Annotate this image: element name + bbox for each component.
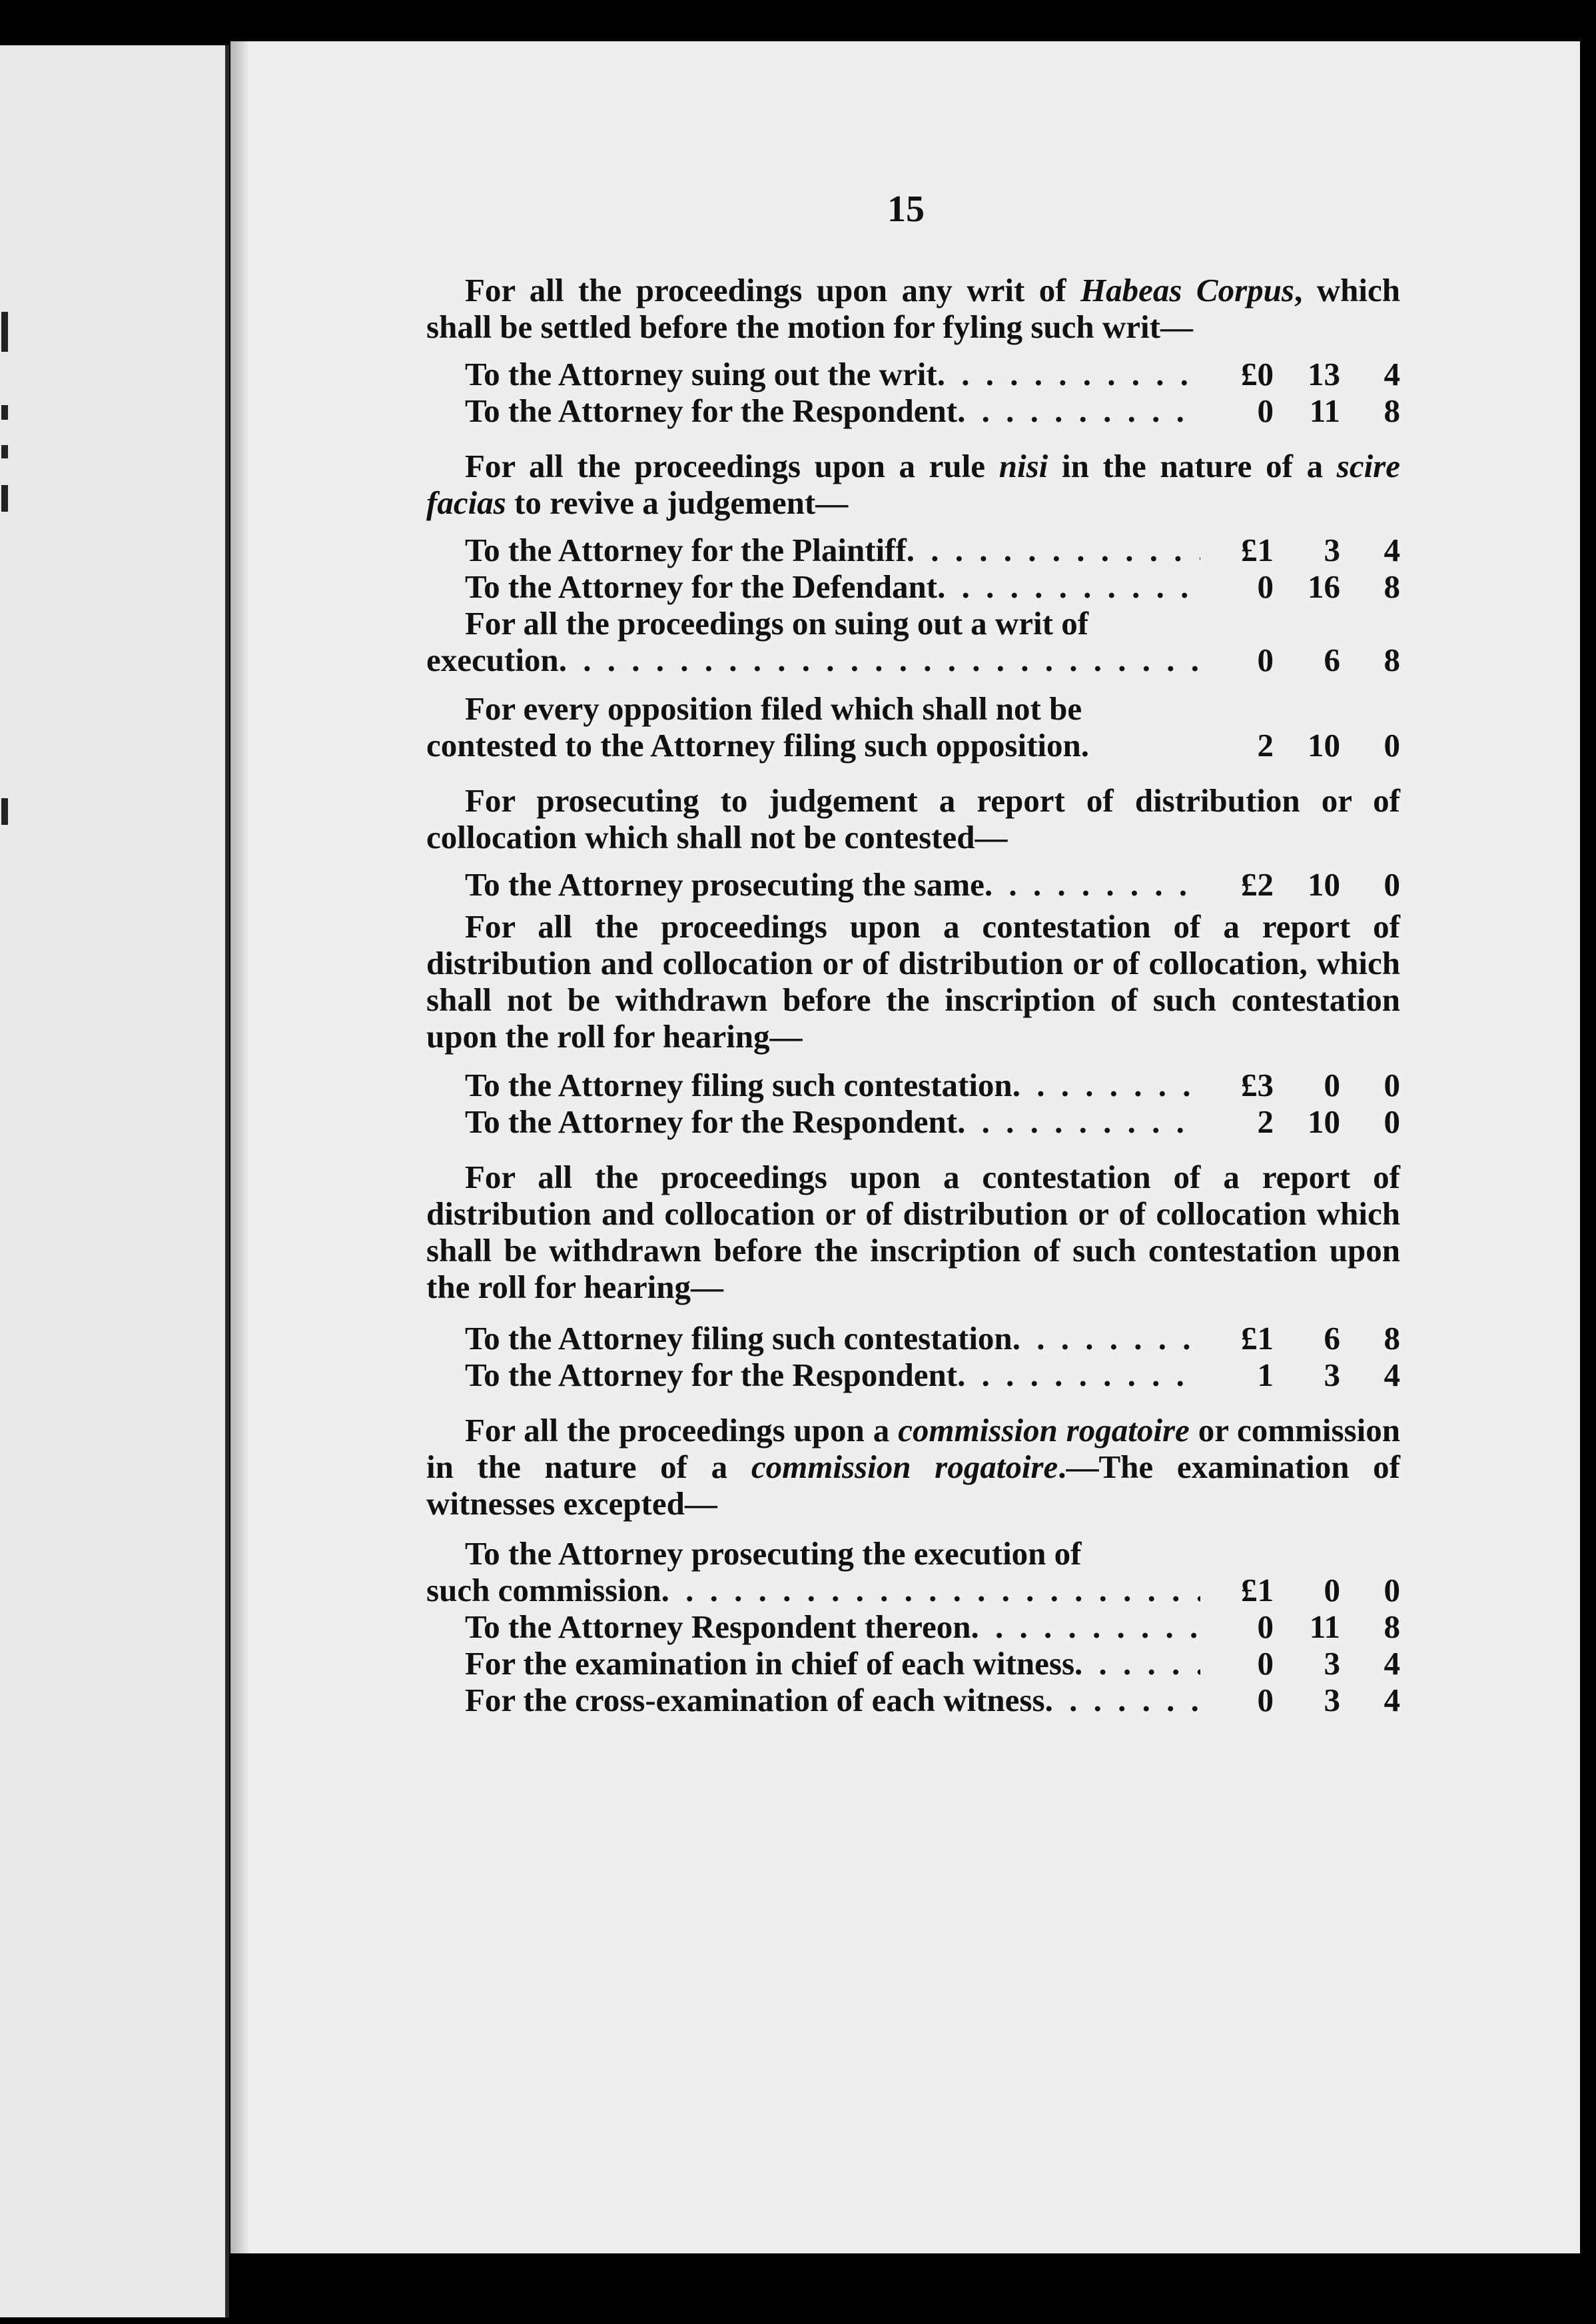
- fee-line: execution . . . 0 6 8: [426, 642, 1400, 678]
- section-lead: To the Attorney prosecuting the execution of: [465, 1535, 1082, 1572]
- facing-page-edge: [0, 45, 229, 2317]
- section-heading: For all the proceedings upon a rule nisi in the nature of a scire facias to revive a judgement—: [426, 448, 1400, 521]
- fee-line: To the Attorney Respondent thereon . . . 0 11 8: [426, 1608, 1400, 1645]
- binding-gutter: [230, 41, 250, 2253]
- fee-line: For the cross-examination of each witness . . . 0 3 4: [426, 1682, 1400, 1718]
- section-lead: For every opposition filed which shall not be: [465, 690, 1082, 727]
- fee-line: To the Attorney filing such contestation . . . £1 6 8: [426, 1320, 1400, 1357]
- fee-line: contested to the Attorney filing such opposition. 2 10 0: [426, 727, 1400, 764]
- section-heading: For all the proceedings upon a commission rogatoire or commission in the nature of a commission rogatoire.—The examination of witnesses excepted—: [426, 1412, 1400, 1522]
- section-heading: For all the proceedings upon any writ of Habeas Corpus, which shall be settled before the motion for fyling such writ—: [426, 272, 1400, 345]
- fee-schedule: [426, 272, 1400, 1718]
- section-lead: For all the proceedings on suing out a writ of: [465, 605, 1089, 642]
- page-number: 15: [887, 189, 925, 230]
- fee-line: For the examination in chief of each witness . . . 0 3 4: [426, 1645, 1400, 1682]
- fee-line: To the Attorney prosecuting the same . . . £2 10 0: [426, 866, 1400, 903]
- fee-line: such commission . . . £1 0 0: [426, 1572, 1400, 1608]
- fee-line: To the Attorney for the Respondent . . . 2 10 0: [426, 1103, 1400, 1140]
- section-heading: For all the proceedings upon a contestation of a report of distribution and collocation or of distribution or of collocation, which shall not be withdrawn before the inscription of such contestation upon the roll for hearing—: [426, 908, 1400, 1055]
- fee-line: To the Attorney for the Defendant . . . 0 16 8: [426, 568, 1400, 605]
- section-heading: For all the proceedings upon a contestation of a report of distribution and collocation or of distribution or of collocation which shall be withdrawn before the inscription of such contestation upon the roll for hearing—: [426, 1159, 1400, 1305]
- facing-page-text-fragments: [0, 45, 20, 2317]
- fee-line: To the Attorney suing out the writ . . . £0 13 4: [426, 356, 1400, 392]
- fee-line: To the Attorney for the Respondent . . . 1 3 4: [426, 1357, 1400, 1393]
- fee-line: To the Attorney for the Respondent . . . 0 11 8: [426, 392, 1400, 429]
- section-heading: For prosecuting to judgement a report of distribution or of collocation which shall not be contested—: [426, 782, 1400, 856]
- fee-line: To the Attorney for the Plaintiff . . . £1 3 4: [426, 532, 1400, 568]
- fee-line: To the Attorney filing such contestation . . . £3 0 0: [426, 1067, 1400, 1103]
